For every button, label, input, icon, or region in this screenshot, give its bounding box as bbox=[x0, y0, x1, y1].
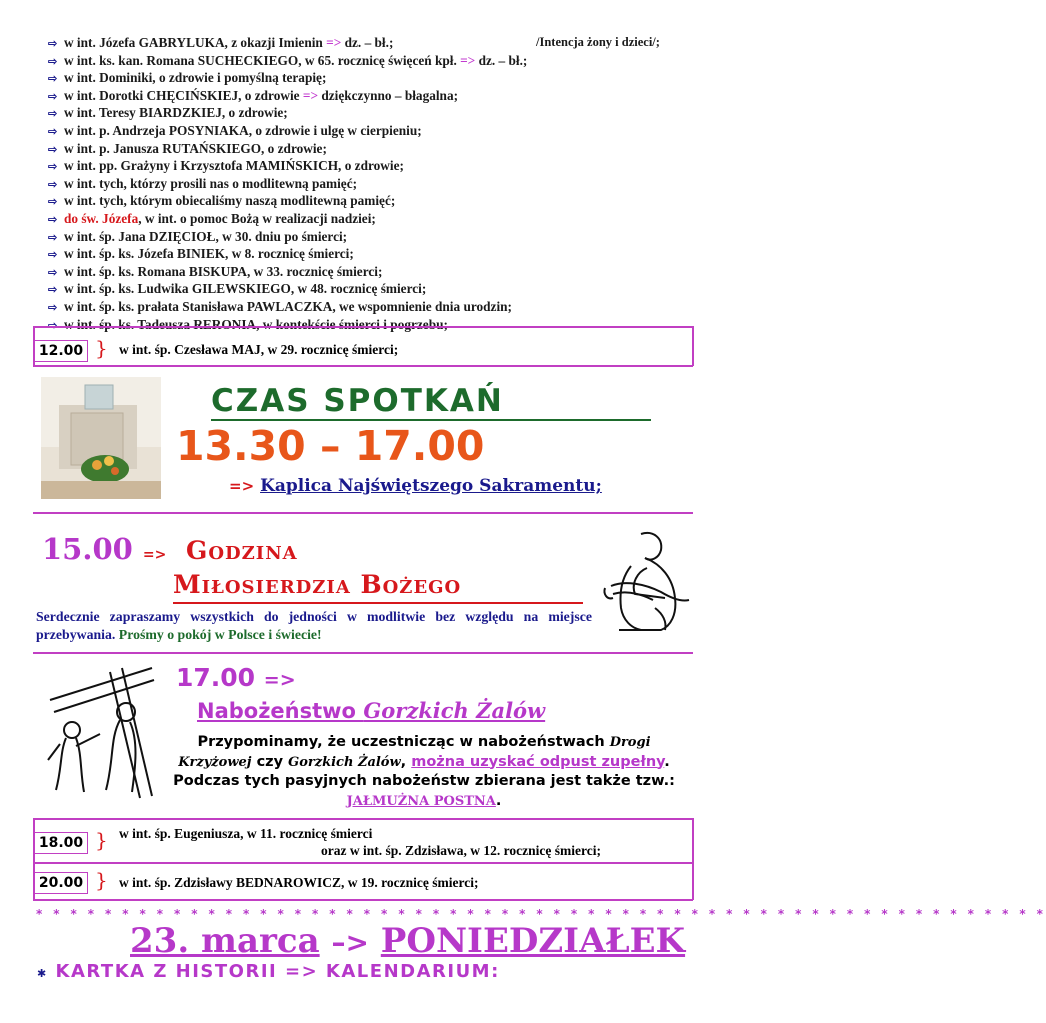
intention-item bbox=[48, 140, 713, 158]
arrow-bullet-icon: ⇨ bbox=[48, 90, 58, 103]
mass-time-18: 18.00 bbox=[34, 832, 88, 854]
arrow-icon: => bbox=[229, 477, 255, 495]
text: Przypominamy, że uczestnicząc w nabożeństwach bbox=[197, 734, 610, 750]
divider bbox=[33, 652, 693, 654]
divider bbox=[692, 862, 694, 900]
intention-item bbox=[48, 316, 713, 334]
pieta-illustration bbox=[601, 528, 693, 633]
intention-text: w int. Dominiki, o zdrowie i pomyślną terapię; bbox=[64, 70, 327, 86]
text: , bbox=[400, 753, 412, 770]
title-plain: Nabożeństwo bbox=[197, 699, 364, 723]
section-title-czas-spotkan: CZAS SPOTKAŃ bbox=[211, 383, 504, 419]
divider bbox=[33, 365, 693, 367]
text: . bbox=[495, 792, 502, 809]
arrow-bullet-icon: ⇨ bbox=[48, 161, 58, 174]
intention-text: w int. śp. ks. Tadeusza RERONIA, w kontekście śmierci i pogrzebu; bbox=[64, 316, 448, 332]
text-emph: Gorzkich Żalów bbox=[288, 754, 401, 770]
divider bbox=[692, 818, 694, 862]
lamentations-title bbox=[197, 698, 545, 723]
arrow-bullet-icon: ⇨ bbox=[48, 108, 58, 121]
intention-text: => bbox=[326, 35, 342, 50]
intentions-list bbox=[48, 34, 713, 333]
arrow-icon: –> bbox=[331, 926, 369, 959]
time-label: 17.00 bbox=[176, 663, 256, 692]
meeting-hours: 13.30 – 17.00 bbox=[176, 422, 485, 470]
intention-item bbox=[48, 175, 713, 193]
arrow-bullet-icon: ⇨ bbox=[48, 213, 58, 226]
intention-item bbox=[48, 34, 713, 52]
arrow-bullet-icon: ⇨ bbox=[48, 266, 58, 279]
intention-text: => bbox=[302, 87, 319, 103]
next-day-header bbox=[130, 921, 685, 961]
divider bbox=[33, 862, 693, 864]
intention-item bbox=[48, 157, 713, 175]
brace-icon: } bbox=[95, 828, 108, 852]
intention-text: w int. p. Andrzeja POSYNIAKA, o zdrowie i ulgę w cierpieniu; bbox=[64, 122, 422, 138]
arrow-bullet-icon: ⇨ bbox=[48, 319, 58, 332]
mass-intention-18-b: oraz w int. śp. Zdzisława, w 12. rocznicę śmierci; bbox=[321, 843, 601, 858]
arrow-bullet-icon: ⇨ bbox=[48, 73, 58, 86]
intention-text: dziękczynno – błagalna; bbox=[318, 87, 459, 103]
arrow-bullet-icon: ⇨ bbox=[48, 249, 58, 262]
divider bbox=[211, 419, 651, 421]
intention-text: w int. Teresy BIARDZKIEJ, o zdrowie; bbox=[64, 105, 288, 121]
arrow-bullet-icon: ⇨ bbox=[48, 55, 58, 68]
title-italic: Gorzkich Żalów bbox=[363, 698, 546, 723]
divider bbox=[173, 602, 583, 604]
intention-item bbox=[48, 263, 713, 281]
intention-text: w int. Dorotki CHĘCIŃSKIEJ, o zdrowie bbox=[64, 87, 303, 103]
peace-prayer-text: Prośmy o pokój w Polsce i świecie! bbox=[115, 627, 322, 642]
lenten-alms-text: JAŁMUŻNA POSTNA bbox=[346, 793, 496, 809]
intention-text: w int. pp. Grażyny i Krzysztofa MAMIŃSKICH, o zdrowie; bbox=[64, 158, 404, 174]
intention-item bbox=[48, 245, 713, 263]
intention-item bbox=[48, 228, 713, 246]
meeting-place bbox=[229, 476, 602, 496]
intention-text: dz. – bł.; bbox=[475, 52, 528, 68]
divider bbox=[33, 899, 693, 901]
intention-text: do św. Józefa bbox=[64, 210, 139, 226]
intention-text: dz. – bł.; bbox=[341, 35, 394, 50]
next-weekday: PONIEDZIAŁEK bbox=[380, 921, 686, 961]
divider bbox=[692, 326, 694, 366]
intention-text: w int. tych, którzy prosili nas o modlitewną pamięć; bbox=[64, 175, 358, 191]
divider bbox=[33, 512, 693, 514]
intention-item bbox=[48, 280, 713, 298]
intention-text: w int. śp. ks. Józefa BINIEK, w 8. rocznicę śmierci; bbox=[64, 246, 354, 262]
chapel-photo bbox=[41, 377, 161, 499]
arrow-icon: => bbox=[142, 547, 167, 563]
place-label: Kaplica Najświętszego Sakramentu; bbox=[260, 476, 602, 496]
divider bbox=[33, 818, 693, 820]
mass-intention-20: w int. śp. Zdzisławy BEDNAROWICZ, w 19. rocznicę śmierci; bbox=[119, 875, 479, 890]
intention-item bbox=[48, 69, 713, 87]
mass-time-20: 20.00 bbox=[34, 872, 88, 894]
arrow-bullet-icon: ⇨ bbox=[48, 178, 58, 191]
intention-item bbox=[48, 52, 713, 70]
arrow-bullet-icon: ⇨ bbox=[48, 231, 58, 244]
intention-dedication: /Intencja żony i dzieci/; bbox=[536, 35, 660, 49]
intention-text: w int. tych, którym obiecaliśmy naszą modlitewną pamięć; bbox=[64, 193, 396, 209]
history-card-label: KARTKA Z HISTORII => KALENDARIUM: bbox=[55, 961, 500, 982]
divine-mercy-title-1: Godzina bbox=[186, 536, 298, 565]
arrow-bullet-icon: ⇨ bbox=[48, 284, 58, 297]
mass-intention-12: w int. śp. Czesława MAJ, w 29. rocznicę śmierci; bbox=[119, 342, 399, 357]
intention-item bbox=[48, 122, 713, 140]
indulgence-text: można uzyskać odpust zupełny bbox=[411, 753, 665, 770]
history-card-header bbox=[37, 961, 500, 982]
lamentations-text bbox=[162, 733, 686, 811]
divine-mercy-text bbox=[36, 608, 592, 644]
intention-text: w int. śp. ks. Romana BISKUPA, w 33. rocznicę śmierci; bbox=[64, 263, 383, 279]
lamentations-time bbox=[176, 663, 296, 692]
mass-time-12: 12.00 bbox=[34, 340, 88, 362]
arrow-icon: => bbox=[263, 669, 296, 691]
arrow-bullet-icon: ⇨ bbox=[48, 196, 58, 209]
mass-intention-18-a: w int. śp. Eugeniusza, w 11. rocznicę śmierci bbox=[119, 826, 373, 841]
intention-item bbox=[48, 104, 713, 122]
intention-text: w int. śp. Jana DZIĘCIOŁ, w 30. dniu po śmierci; bbox=[64, 228, 348, 244]
bullet-icon: ✱ bbox=[37, 967, 48, 980]
intention-text: w int. śp. ks. prałata Stanisława PAWLACZKA, we wspomnienie dnia urodzin; bbox=[64, 298, 512, 314]
brace-icon: } bbox=[95, 868, 108, 892]
arrow-bullet-icon: ⇨ bbox=[48, 125, 58, 138]
intention-item bbox=[48, 87, 713, 105]
text-emph: Drogi Krzyżowej bbox=[178, 735, 651, 770]
intention-text: w int. p. Janusza RUTAŃSKIEGO, o zdrowie; bbox=[64, 140, 327, 156]
text: . Podczas tych pasyjnych nabożeństw zbierana jest także tzw.: bbox=[173, 753, 675, 789]
intention-text: w int. ks. kan. Romana SUCHECKIEGO, w 65. rocznicę święceń kpł. bbox=[64, 52, 461, 68]
brace-icon: } bbox=[95, 336, 108, 360]
intention-item bbox=[48, 192, 713, 210]
divider bbox=[33, 326, 693, 328]
text: czy bbox=[251, 753, 289, 770]
intention-text: , w int. o pomoc Bożą w realizacji nadziei; bbox=[138, 210, 376, 226]
next-date: 23. marca bbox=[130, 921, 320, 961]
intention-text: w int. Józefa GABRYLUKA, z okazji Imienin bbox=[64, 35, 327, 50]
intention-text: => bbox=[460, 52, 476, 68]
time-label: 15.00 bbox=[42, 532, 133, 566]
divine-mercy-time bbox=[42, 532, 166, 566]
arrow-bullet-icon: ⇨ bbox=[48, 301, 58, 314]
divine-mercy-title-2: Miłosierdzia Bożego bbox=[173, 570, 462, 599]
star-divider: * * * * * * * * * * * * * * * * * * * * * * * * * * * * * * * * * * * * * * * * * * * * * * * * * * * * * * * * * * * bbox=[36, 907, 1046, 921]
intention-text: w int. śp. ks. Ludwika GILEWSKIEGO, w 48. rocznicę śmierci; bbox=[64, 281, 427, 297]
intention-item bbox=[48, 210, 713, 228]
way-of-cross-illustration bbox=[40, 660, 158, 800]
invitation-text: Serdecznie zapraszamy wszystkich do jedności w modlitwie bez względu na miejsce przebywania. bbox=[36, 609, 592, 642]
arrow-bullet-icon: ⇨ bbox=[48, 143, 58, 156]
intention-item bbox=[48, 298, 713, 316]
arrow-bullet-icon: ⇨ bbox=[48, 38, 58, 50]
